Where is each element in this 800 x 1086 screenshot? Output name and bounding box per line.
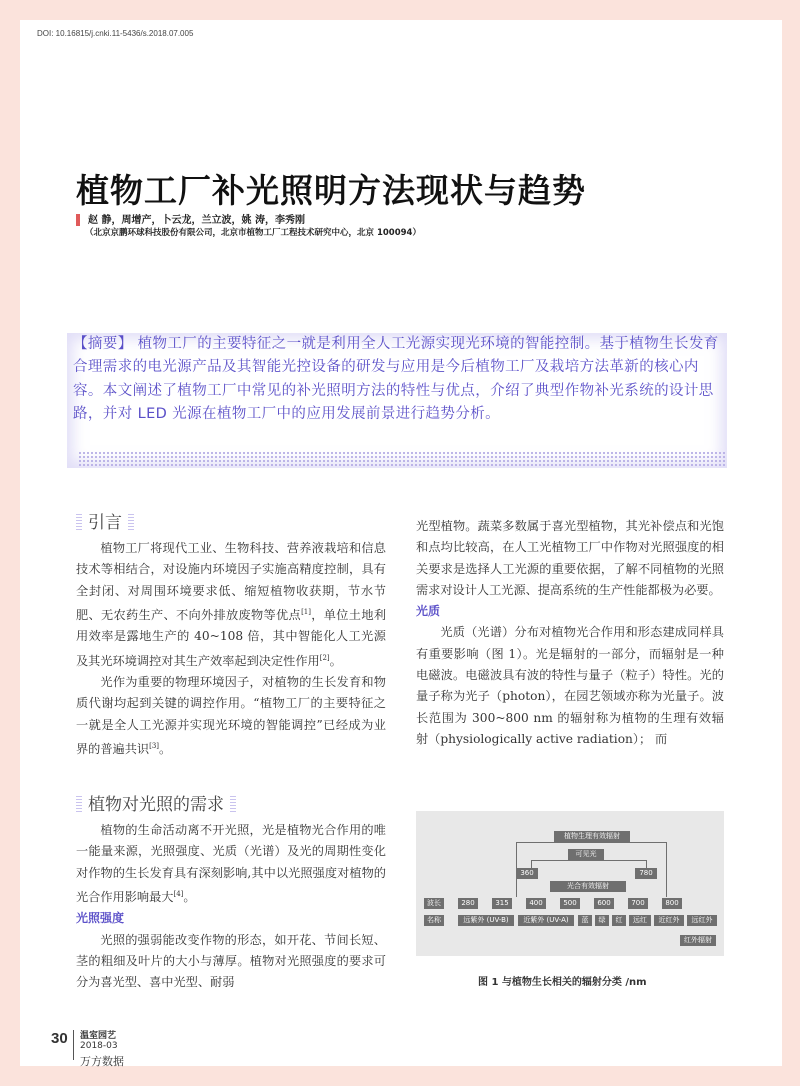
figure-caption: 图 1 与植物生长相关的辐射分类 /nm: [478, 977, 647, 988]
connector: [531, 860, 646, 861]
citation: [4]: [173, 889, 184, 898]
band-name: 近紫外 (UV-A): [518, 915, 574, 926]
text: 。: [329, 653, 342, 668]
text: 植物工厂将现代工业、生物科技、营养液栽培和信息技术等相结合，对设施内环境因子实施高精度控制，具有全封闭、对周围环境要求低、缩短植物收获期，节水节肥、无农药生产、不向外排放废物等优点: [76, 541, 386, 622]
label-infrared: 红外辐射: [680, 935, 716, 946]
row-wave-label: 波长: [424, 898, 444, 909]
paragraph: [76, 538, 386, 672]
section-heading-need: [76, 790, 236, 815]
connector: [531, 860, 532, 868]
wavelength-tick: 500: [560, 898, 580, 909]
paragraph: 光质（光谱）分布对植物光合作用和形态建成同样具有重要影响（图 1）。光是辐射的一部分，而辐射是一种电磁波。电磁波具有波的特性与量子（粒子）特性。光的量子称为光子（photon），在园艺领域亦称为光量子。波长范围为 300~800 nm 的辐射称为植物的生理有效辐 射（physiologically active radiation）； 而: [416, 625, 724, 746]
band-name: 红: [612, 915, 626, 926]
connector: [646, 860, 647, 868]
accent-bar: [76, 214, 80, 226]
label-visible: 可见光: [568, 849, 604, 860]
wavelength-tick: 700: [628, 898, 648, 909]
label-par: 光合有效辐射: [550, 881, 626, 892]
page-number: 30: [51, 1030, 68, 1047]
text: 。: [183, 889, 196, 904]
band-name: 近红外: [654, 915, 684, 926]
heading-stripe-right: [230, 794, 236, 812]
need-heading-text: 植物对光照的需求: [88, 795, 224, 815]
wavelength-tick: 600: [594, 898, 614, 909]
band-name: 远红外: [687, 915, 717, 926]
journal-name: 温室园艺: [80, 1031, 117, 1041]
doi: DOI: 10.16815/j.cnki.11-5436/s.2018.07.005: [37, 29, 194, 38]
paragraph: 光照的强弱能改变作物的形态，如开花、节间长短、茎的粗细及叶片的大小与薄厚。植物对光照强度的要求可分为喜光型、喜中光型、耐弱: [76, 932, 386, 990]
watermark-text: 万方数据: [80, 1055, 124, 1068]
authors: [76, 211, 305, 226]
footer-divider: [73, 1030, 74, 1060]
wavelength-tick: 280: [458, 898, 478, 909]
wavelength-tick: 315: [492, 898, 512, 909]
subheading-quality: 光质: [416, 604, 441, 619]
text: ，单位土地利用效率是露地生产的 40~108 倍，其中智能化人工光源及其光环境调控对其生产效率起到决定性作用: [76, 607, 387, 668]
section-heading-intro: [76, 508, 134, 533]
band-name: 远紫外 (UV-B): [458, 915, 514, 926]
text: 植物的生命活动离不开光照，光是植物光合作用的唯一能量来源，光照强度、光质（光谱）及光的周期性变化对作物的生长发育具有深刻影响,其中以光照强度对植物的光合作用影响最大: [76, 823, 386, 904]
authors-text: 赵 静，周增产，卜云龙，兰立波，姚 涛，李秀刚: [88, 215, 305, 226]
label-360: 360: [516, 868, 538, 879]
wavelength-tick: 400: [526, 898, 546, 909]
article-title: 植物工厂补光照明方法现状与趋势: [76, 171, 586, 210]
connector: [516, 842, 666, 843]
text: 。: [159, 741, 172, 756]
affiliation: （北京京鹏环球科技股份有限公司，北京市植物工厂工程技术研究中心，北京 100094）: [85, 228, 421, 238]
connector: [666, 842, 667, 897]
paragraph: 光型植物。蔬菜多数属于喜光型植物，其光补偿点和光饱和点均比较高，在人工光植物工厂中作物对光照强度的相关要求是选择人工光源的重要依据，了解不同植物的光照需求对设计人工光源、提高系统的生产性能都极为必要。: [416, 519, 724, 597]
right-column: [416, 516, 724, 750]
text: 光作为重要的物理环境因子，对植物的生长发育和物质代谢均起到关键的调控作用。“植物工厂的主要特征之一就是全人工光源并实现光环境的智能调控”已经成为业界的普遍共识: [76, 674, 386, 756]
citation: [1]: [301, 607, 311, 616]
row-name-label: 名称: [424, 915, 444, 926]
citation: [3]: [149, 741, 160, 750]
band-name: 远红: [629, 915, 651, 926]
abstract-box: [67, 333, 727, 468]
band-name: 蓝: [578, 915, 592, 926]
heading-stripe-right: [128, 512, 134, 530]
paragraph: [76, 672, 386, 760]
wavelength-tick: 800: [662, 898, 682, 909]
citation: [2]: [319, 653, 330, 662]
dotted-divider: [78, 451, 726, 467]
abstract-text: 【摘要】 植物工厂的主要特征之一就是利用全人工光源实现光环境的智能控制。基于植物生长发育合理需求的电光源产品及其智能光控设备的研发与应用是今后植物工厂及栽培方法革新的核心内容。本文阐述了植物工厂中常见的补光照明方法的特性与优点，介绍了典型作物补光系统的设计思路，并对 LED 光源在植物工厂中的应用发展前景进行趋势分析。: [73, 336, 719, 423]
band-name: 绿: [595, 915, 609, 926]
label-effective: 植物生理有效辐射: [554, 831, 630, 842]
paragraph: [76, 820, 386, 908]
heading-stripe-left: [76, 512, 82, 530]
figure-radiation-diagram: [416, 811, 724, 956]
journal-issue: 2018-03: [80, 1041, 118, 1051]
heading-stripe-left: [76, 794, 82, 812]
left-column-need: [76, 820, 386, 993]
subheading-intensity: 光照强度: [76, 911, 125, 926]
intro-heading-text: 引言: [88, 513, 122, 533]
label-780: 780: [635, 868, 657, 879]
left-column-intro: [76, 538, 386, 760]
